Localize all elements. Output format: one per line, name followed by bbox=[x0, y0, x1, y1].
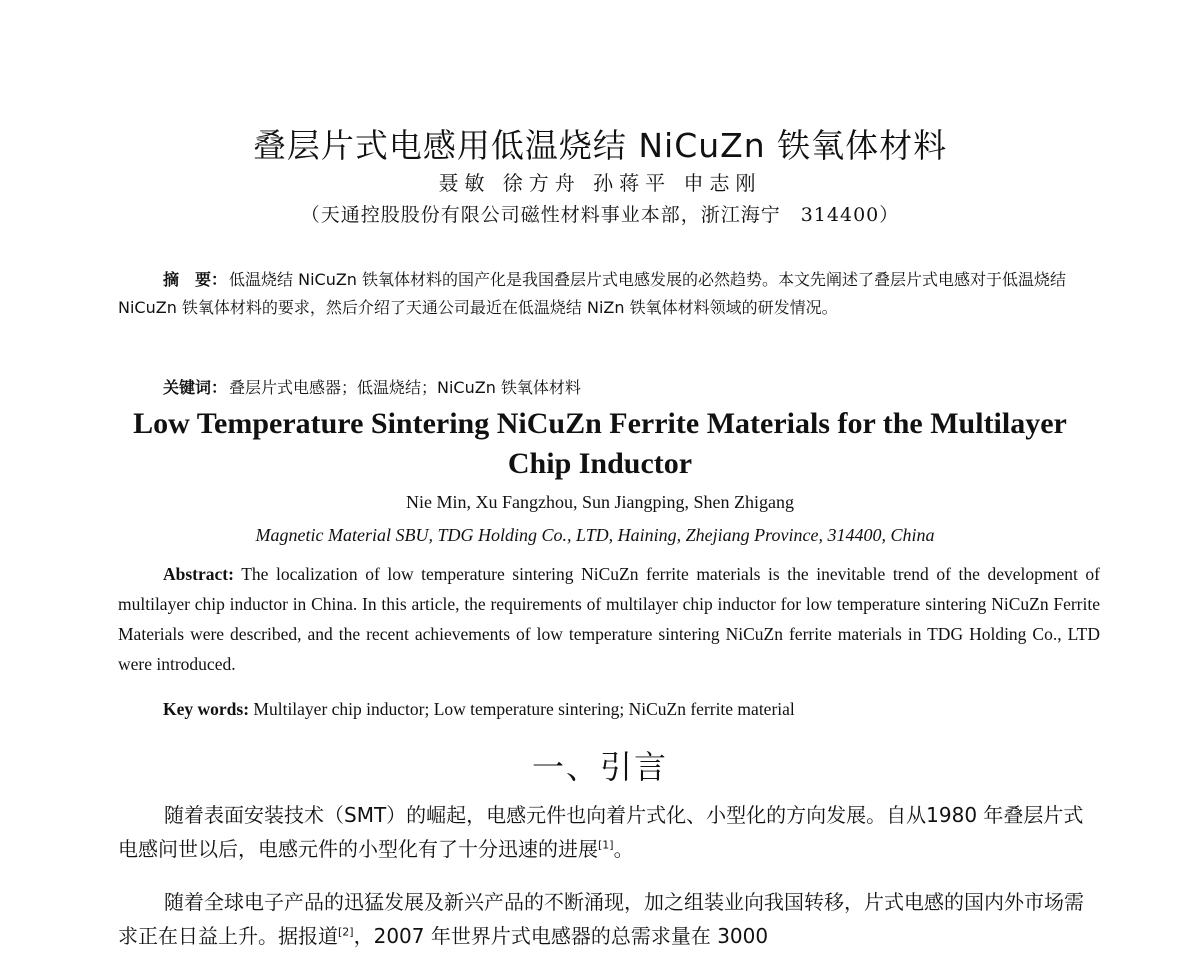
chinese-keywords-text: 叠层片式电感器；低温烧结；NiCuZn 铁氧体材料 bbox=[229, 378, 581, 397]
citation-ref-1: [1] bbox=[598, 838, 614, 852]
chinese-affiliation: （天通控股股份有限公司磁性材料事业本部，浙江海宁 314400） bbox=[300, 204, 900, 226]
chinese-keywords-label: 关键词： bbox=[163, 378, 228, 397]
english-abstract bbox=[118, 559, 1100, 679]
paragraph-2-text: 随着全球电子产品的迅猛发展及新兴产品的不断涌现，加之组装业向我国转移，片式电感的国内外市场需求正在日益上升。据报道 bbox=[118, 890, 1084, 948]
section-heading-introduction: 一、引言 bbox=[531, 748, 668, 786]
chinese-abstract bbox=[118, 266, 1098, 322]
english-keywords bbox=[163, 695, 1063, 723]
english-title: Low Temperature Sintering NiCuZn Ferrite Materials for the Multilayer Chip Inductor bbox=[133, 407, 1067, 480]
english-keywords-label: Key words: bbox=[163, 699, 250, 719]
chinese-abstract-label: 摘 要： bbox=[163, 270, 228, 289]
english-keywords-text: Multilayer chip inductor; Low temperature sintering; NiCuZn ferrite material bbox=[249, 699, 795, 719]
chinese-title: 叠层片式电感用低温烧结 NiCuZn 铁氧体材料 bbox=[252, 126, 948, 165]
english-abstract-label: Abstract: bbox=[163, 564, 234, 584]
chinese-authors: 聂敏 徐方舟 孙蒋平 申志刚 bbox=[438, 171, 762, 195]
chinese-abstract-text: 低温烧结 NiCuZn 铁氧体材料的国产化是我国叠层片式电感发展的必然趋势。本文先阐述了叠层片式电感对于低温烧结 NiCuZn 铁氧体材料的要求，然后介绍了天通公司最近在低温烧结 NiZn 铁氧体材料领域的研发情况。 bbox=[118, 270, 1067, 317]
body-paragraph-2 bbox=[118, 885, 1103, 953]
english-abstract-text: The localization of low temperature sintering NiCuZn ferrite materials is the inevitable trend of the development of multilayer chip inductor in China. In this article, the requirements of multilayer chip inductor for low temperature sintering NiCuZn Ferrite Materials were described, and the recent achievements of low temperature sintering NiCuZn ferrite materials in TDG Holding Co., LTD were introduced. bbox=[118, 564, 1100, 674]
citation-ref-2: [2] bbox=[338, 925, 354, 939]
english-affiliation: Magnetic Material SBU, TDG Holding Co., LTD, Haining, Zhejiang Province, 314400, China bbox=[255, 525, 935, 545]
english-authors: Nie Min, Xu Fangzhou, Sun Jiangping, Shen Zhigang bbox=[406, 492, 794, 512]
paragraph-1-end: 。 bbox=[613, 837, 634, 861]
paragraph-2-end: ，2007 年世界片式电感器的总需求量在 3000 bbox=[353, 924, 769, 948]
paragraph-1-text: 随着表面安装技术（SMT）的崛起，电感元件也向着片式化、小型化的方向发展。自从1980 年叠层片式电感问世以后，电感元件的小型化有了十分迅速的进展 bbox=[118, 803, 1084, 861]
body-paragraph-1 bbox=[118, 798, 1103, 866]
chinese-keywords bbox=[163, 374, 1063, 402]
